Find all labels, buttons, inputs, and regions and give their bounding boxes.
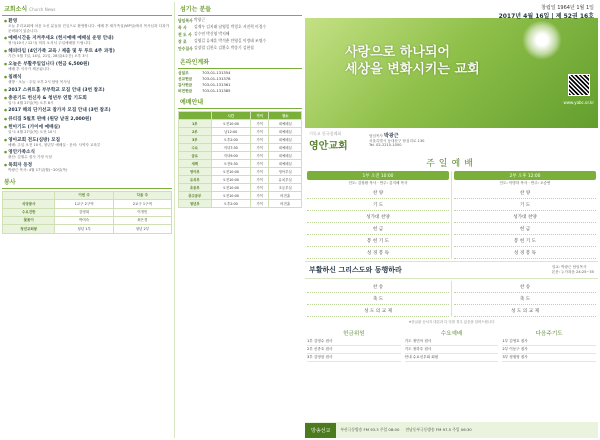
news-item-heading: ● 헤피타임 (4인가족 교육 / 제출 및 두 루트 4주 과정) [4, 48, 170, 54]
schedule-place: 대예배실 [269, 152, 302, 160]
logo-text: 영안교회 [309, 140, 348, 152]
schedule-time: 오전5:30 [211, 160, 250, 168]
schedule-type: 가이 [251, 136, 269, 144]
news-item-detail: 기간: 5월 7일, 14일, 21일, 28일(4주간) 오후 3시 [8, 54, 88, 59]
staff-names: 김재우 김지태 남영일 박경호 서진혁 이경수 [194, 24, 267, 29]
worship-order-item: 성 경 봉 독 [454, 247, 596, 259]
worship-closing-item: 찬 송 [454, 281, 596, 293]
services-next-week: 청년 2부 [113, 225, 171, 233]
pastor-label: 담임목사 [369, 134, 383, 139]
worship-closing-item: 축 도 [454, 293, 596, 305]
account-row [178, 83, 302, 88]
worship-order-item: 성가대 찬양 [454, 211, 596, 223]
news-item-heading: ● 예배시간을 지켜주세요 (헌시예배 예배실 운영 안내) [4, 35, 170, 41]
worship-1-sub: 인도: 김장환 목사 · 반주: 김지혜 목사 [348, 181, 408, 185]
news-item-heading: ● 목회자 동정 [4, 162, 170, 168]
services-category: 청년교회봉 [3, 225, 55, 233]
services-this-week: 박미숙 [55, 217, 113, 225]
schedule-service: 수요 [179, 144, 212, 152]
services-this-week: 김영희 [55, 208, 113, 216]
staff-title: 섬기는 분들 [178, 2, 302, 16]
schedule-place: 대예배실 [269, 120, 302, 128]
slogan-line-1: 사랑으로 하나되어 [345, 45, 450, 60]
staff-role: 전 도 사 [178, 32, 192, 37]
address-block [369, 134, 594, 147]
staff-names: 김장렬 김찬호 김환호 박종기 김현철 [194, 45, 254, 50]
duty-column [500, 328, 598, 362]
news-item-detail: 예배 후 식사가 제공됩니다. [8, 66, 51, 71]
after-sermon-2 [451, 281, 598, 317]
news-item [4, 137, 170, 148]
schedule-place: 대예배실 [269, 136, 302, 144]
header-banner [305, 2, 598, 154]
sermon-row [305, 261, 598, 279]
schedule-service: 2부 [179, 128, 212, 136]
news-item-detail: 오늘 우리교회에 처음 오신 분들을 진심으로 환영합니다. 예배 후 새가족실(VIP실)에서 목사님과 다과가 준비되어 있습니다. [8, 24, 170, 33]
church-tel: Tel. 02-2215-1000 [369, 143, 402, 148]
account-row [178, 89, 302, 94]
schedule-time: 오전10:00 [211, 176, 250, 184]
news-item-heading: ● 영안가족소식 [4, 149, 170, 155]
duty-row: 1부 김영호 집사 [502, 338, 596, 346]
account-number: 703-01-131354 [202, 71, 231, 75]
schedule-row [179, 176, 302, 184]
duty-row: 기도 정하우 집사 [405, 346, 499, 354]
schedule-type: 가이 [251, 168, 269, 176]
worship-order-item: 봉 헌 기 도 [307, 235, 449, 247]
logo-bar [305, 128, 598, 154]
schedule-place: 초등부실 [269, 184, 302, 192]
account-number: 703-01-131361 [202, 83, 231, 87]
schedule-place: 비전홀 [269, 192, 302, 200]
news-item-heading: ● 헌아기도 (가이에 예배실) [4, 124, 170, 130]
schedule-service: 영아부 [179, 168, 212, 176]
schedule-time: 오후2:00 [211, 136, 250, 144]
duty-row: 기도 정민석 집사 [405, 338, 499, 346]
news-item-heading: ● 충분기도 헌신자 & 청년부 연합 기도회 [4, 95, 170, 101]
schedule-type: 가이 [251, 184, 269, 192]
news-item [4, 35, 170, 46]
news-item-heading: ● 2017 스위트홈 부부학교 모집 안내 (3번 참조) [4, 87, 170, 93]
services-row [3, 217, 172, 225]
services-header-cell: 이번 주 [55, 191, 113, 199]
schedule-service: 새벽 [179, 160, 212, 168]
news-list [2, 18, 172, 173]
schedule-row [179, 184, 302, 192]
services-category: 꽃꽂이 [3, 217, 55, 225]
account-row [178, 71, 302, 76]
issue-date: 2017년 4월 16일 | 제 52권 16호 [498, 13, 594, 20]
schedule-row [179, 136, 302, 144]
schedule-type: 가이 [251, 128, 269, 136]
staff-names: 김영길 류제훈 박석춘 안영길 이정태 조명수 [194, 38, 267, 43]
staff-row [178, 46, 302, 52]
news-item [4, 18, 170, 33]
schedule-type: 가이 [251, 160, 269, 168]
news-item-detail: 박광근 목사: 4월 17일(월)~20일(목) [8, 168, 68, 173]
schedule-service: 유치부 [179, 176, 212, 184]
news-item-detail: 출산: 김철수 집사 가정 득남 [8, 155, 52, 160]
news-item [4, 95, 170, 106]
schedule-type: 가이 [251, 200, 269, 208]
account-type: 선교헌금 [178, 77, 193, 81]
news-item-heading: ● 침례식 [4, 74, 170, 80]
duty-row: 2부 이동구 집사 [502, 346, 596, 354]
services-header-cell [3, 191, 55, 199]
schedule-type: 가이 [251, 176, 269, 184]
schedule-service: 초등부 [179, 184, 212, 192]
worship-columns [305, 171, 598, 259]
news-item [4, 87, 170, 93]
church-logo [309, 131, 369, 152]
news-item [4, 124, 170, 135]
news-title-text: 교회소식 [4, 6, 28, 13]
news-item [4, 149, 170, 160]
schedule-type: 가이 [251, 120, 269, 128]
staff-names: 박광근 [194, 17, 206, 22]
news-title [2, 2, 172, 16]
schedule-service: 3부 [179, 136, 212, 144]
schedule-header-cell: 가이 [251, 112, 269, 120]
schedule-service: 중고등부 [179, 192, 212, 200]
schedule-time: 오전10:00 [211, 192, 250, 200]
worship-col-1 [305, 171, 451, 259]
sermon-scripture: 본문: 누가복음 24:25~35 [551, 270, 594, 274]
staff-role: 안수집사 [178, 46, 193, 51]
news-item-detail: 예배: 주일 오전 10시, 청년부 예배실 · 문의: 사역자 교육부 [8, 142, 101, 147]
logo-subtitle: 기독교 한국침례회 [309, 130, 342, 136]
services-body [3, 200, 172, 234]
news-item [4, 74, 170, 85]
schedule-row [179, 200, 302, 208]
after-sermon-1 [305, 281, 451, 317]
schedule-row [179, 168, 302, 176]
schedule-row [179, 144, 302, 152]
broadcast-tag: 방송선교 [305, 423, 336, 438]
worship-2-sub: 인도: 이명하 목사 · 반주: 오승연 [499, 181, 551, 185]
schedule-time: 오후2:00 [211, 200, 250, 208]
schedule-type: 가이 [251, 152, 269, 160]
news-item-heading: ● 큐티집 5월호 판매 (원당 낱권 2,000원) [4, 116, 170, 122]
news-item [4, 116, 170, 122]
news-item [4, 107, 170, 113]
duty-row: 안내 수요신우회 회원 [405, 354, 499, 362]
news-item-detail: 셀방 · 오늘 · 주일 오후 2시 담당 목사님 [8, 79, 71, 84]
service-table [2, 175, 172, 234]
worship-order-item: 찬 양 [454, 187, 596, 199]
duty-column [403, 328, 501, 362]
schedule-place: 대예배실 [269, 144, 302, 152]
slogan-line-2: 세상을 변화시키는 교회 [345, 62, 480, 77]
news-item-heading: ● 환영 [4, 18, 170, 24]
news-item [4, 162, 170, 173]
duty-heading: 다음주기도 [535, 331, 563, 337]
schedule-header-cell: 시간 [211, 112, 250, 120]
worship-order-item: 기 도 [307, 199, 449, 211]
after-sermon [305, 281, 598, 317]
schedule-time: 낮12:00 [211, 128, 250, 136]
worship-closing-item: 성 도 의 교 제 [454, 305, 596, 317]
duty-row: 1부 김영수 집사 [307, 338, 401, 346]
middle-column [174, 2, 302, 438]
duty-column [305, 328, 403, 362]
account-type: 감사헌금 [178, 83, 193, 87]
schedule-place: 비전홀 [269, 200, 302, 208]
schedule-place: 대예배실 [269, 128, 302, 136]
news-item-heading: ● 영아교회 전도(심방) 모집 [4, 137, 170, 143]
staff-role: 목 사 [178, 25, 187, 30]
worship-1-list [307, 187, 449, 259]
duty-section [305, 328, 598, 362]
services-header-cell: 다음 주 [113, 191, 171, 199]
services-category: 수요건반 [3, 208, 55, 216]
schedule-header-cell: 장소 [269, 112, 302, 120]
services-header-row [3, 191, 172, 199]
news-item-detail: 정시(10시 / 12시) 미리 오셔서 주일예배를 드립니다. [8, 41, 92, 46]
schedule-time: 저녁7:30 [211, 144, 250, 152]
duty-heading: 수요예배 [440, 331, 463, 337]
staff-names: 김수연 박신영 박지혜 [194, 31, 230, 36]
worship-closing-item: 성 도 의 교 제 [307, 305, 449, 317]
worship-closing-item: 축 도 [307, 293, 449, 305]
staff-list [178, 18, 302, 52]
schedule-time: 오전10:00 [211, 168, 250, 176]
duty-row: 3부 김영삼 집사 [307, 354, 401, 362]
news-item-detail: 일시: 4월 27일(목) 오전 10시 [8, 129, 56, 134]
staff-role: 담임목사 [178, 18, 193, 23]
schedule-row [179, 152, 302, 160]
account-row [178, 77, 302, 82]
left-column [2, 2, 172, 438]
news-item-detail: 일시: 4월 27일(목) 오후 8시 [8, 100, 54, 105]
schedule-time: 저녁9:00 [211, 152, 250, 160]
news-item-heading: ● 2017 해외 단기선교 참가자 모집 안내 (3번 참조) [4, 107, 170, 113]
news-subtitle: Church News [29, 7, 56, 12]
account-number: 703-01-131378 [202, 77, 231, 81]
schedule-header-row [179, 112, 302, 120]
account-number: 703-01-131385 [202, 89, 231, 93]
services-this-week: 청년 1부 [55, 225, 113, 233]
schedule-row [179, 120, 302, 128]
broadcast-item-1: 부산극동방송 FM 93.3 주일 08:00 [340, 427, 400, 432]
worship-note: ※한글판 순서지 대본과 다 다를 경우 있음을 알려드립니다 [408, 320, 495, 324]
schedule-title: 예배안내 [178, 95, 302, 109]
pastor-name: 박광근 [384, 133, 399, 140]
services-row [3, 200, 172, 208]
schedule-row [179, 160, 302, 168]
worship-order-item: 성가대 찬양 [307, 211, 449, 223]
online-list [178, 71, 302, 94]
broadcast-item-2: 전남동부극동방송 FM 97.5 주일 06:30 [405, 427, 472, 432]
duty-heading: 헌금위원 [343, 331, 365, 337]
services-row [3, 208, 172, 216]
schedule-type: 가이 [251, 144, 269, 152]
sermon-meta [552, 265, 594, 274]
schedule-header-cell [179, 112, 212, 120]
worship-title: 주일예배 [426, 159, 477, 169]
church-url[interactable]: www.yabc.or.kr [563, 100, 594, 105]
slogan [345, 44, 480, 78]
worship-2-bar: 2부 오후 12:00 [454, 171, 596, 180]
news-item [4, 61, 170, 72]
services-this-week: 1교구 2구역 [55, 200, 113, 208]
staff-role: 장 로 [178, 39, 187, 44]
worship-order-item: 찬 양 [307, 187, 449, 199]
worship-1-bar: 1부 오전 10:00 [307, 171, 449, 180]
schedule-body [179, 120, 302, 208]
broadcast-bar [305, 422, 598, 438]
services-next-week: 2교구 1구역 [113, 200, 171, 208]
account-type: 비전헌금 [178, 89, 193, 93]
schedule-place: 대예배실 [269, 160, 302, 168]
worship-order-item: 봉 헌 기 도 [454, 235, 596, 247]
worship-order-item: 기 도 [454, 199, 596, 211]
schedule-table [178, 95, 302, 208]
qr-code-icon[interactable] [568, 74, 590, 96]
services-next-week: 최은경 [113, 217, 171, 225]
schedule-service: 1부 [179, 120, 212, 128]
schedule-place: 영아부실 [269, 168, 302, 176]
church-address: 서울특별시 동대문구 답십리로 130 [369, 138, 425, 143]
online-accounts [178, 55, 302, 94]
schedule-service: 금요 [179, 152, 212, 160]
duty-row: 3부 정철영 집사 [502, 354, 596, 362]
services-category: 식당봉사 [3, 200, 55, 208]
services-title: 봉사 [2, 175, 172, 189]
worship-order-item: 헌 금 [454, 223, 596, 235]
right-column [305, 2, 598, 438]
schedule-type: 가이 [251, 192, 269, 200]
edition-text: 창립일 1964년 1월 1일 [541, 5, 594, 11]
sermon-preacher: 설교: 박광근 담임목사 [551, 265, 587, 270]
online-title: 온라인계좌 [178, 55, 302, 69]
dandelion-image [522, 20, 562, 60]
worship-closing-item: 찬 송 [307, 281, 449, 293]
schedule-row [179, 128, 302, 136]
schedule-time: 오전10:00 [211, 184, 250, 192]
schedule-place: 유치부실 [269, 176, 302, 184]
services-row [3, 225, 172, 233]
sermon-title: 부활하신 그리스도와 동행하라 [309, 266, 402, 274]
news-item [4, 48, 170, 59]
worship-order-item: 헌 금 [307, 223, 449, 235]
services-next-week: 이정민 [113, 208, 171, 216]
header-top [305, 2, 598, 18]
news-item-heading: ● 오늘은 부활주일입니다 (헌금 6,500원) [4, 61, 170, 67]
worship-col-2 [451, 171, 598, 259]
worship-order-item: 성 경 봉 독 [307, 247, 449, 259]
schedule-time: 오전10:00 [211, 120, 250, 128]
account-type: 십일조 [178, 71, 189, 75]
worship-2-list [454, 187, 596, 259]
duty-row: 2부 신종호 집사 [307, 346, 401, 354]
schedule-row [179, 192, 302, 200]
schedule-service: 청년부 [179, 200, 212, 208]
